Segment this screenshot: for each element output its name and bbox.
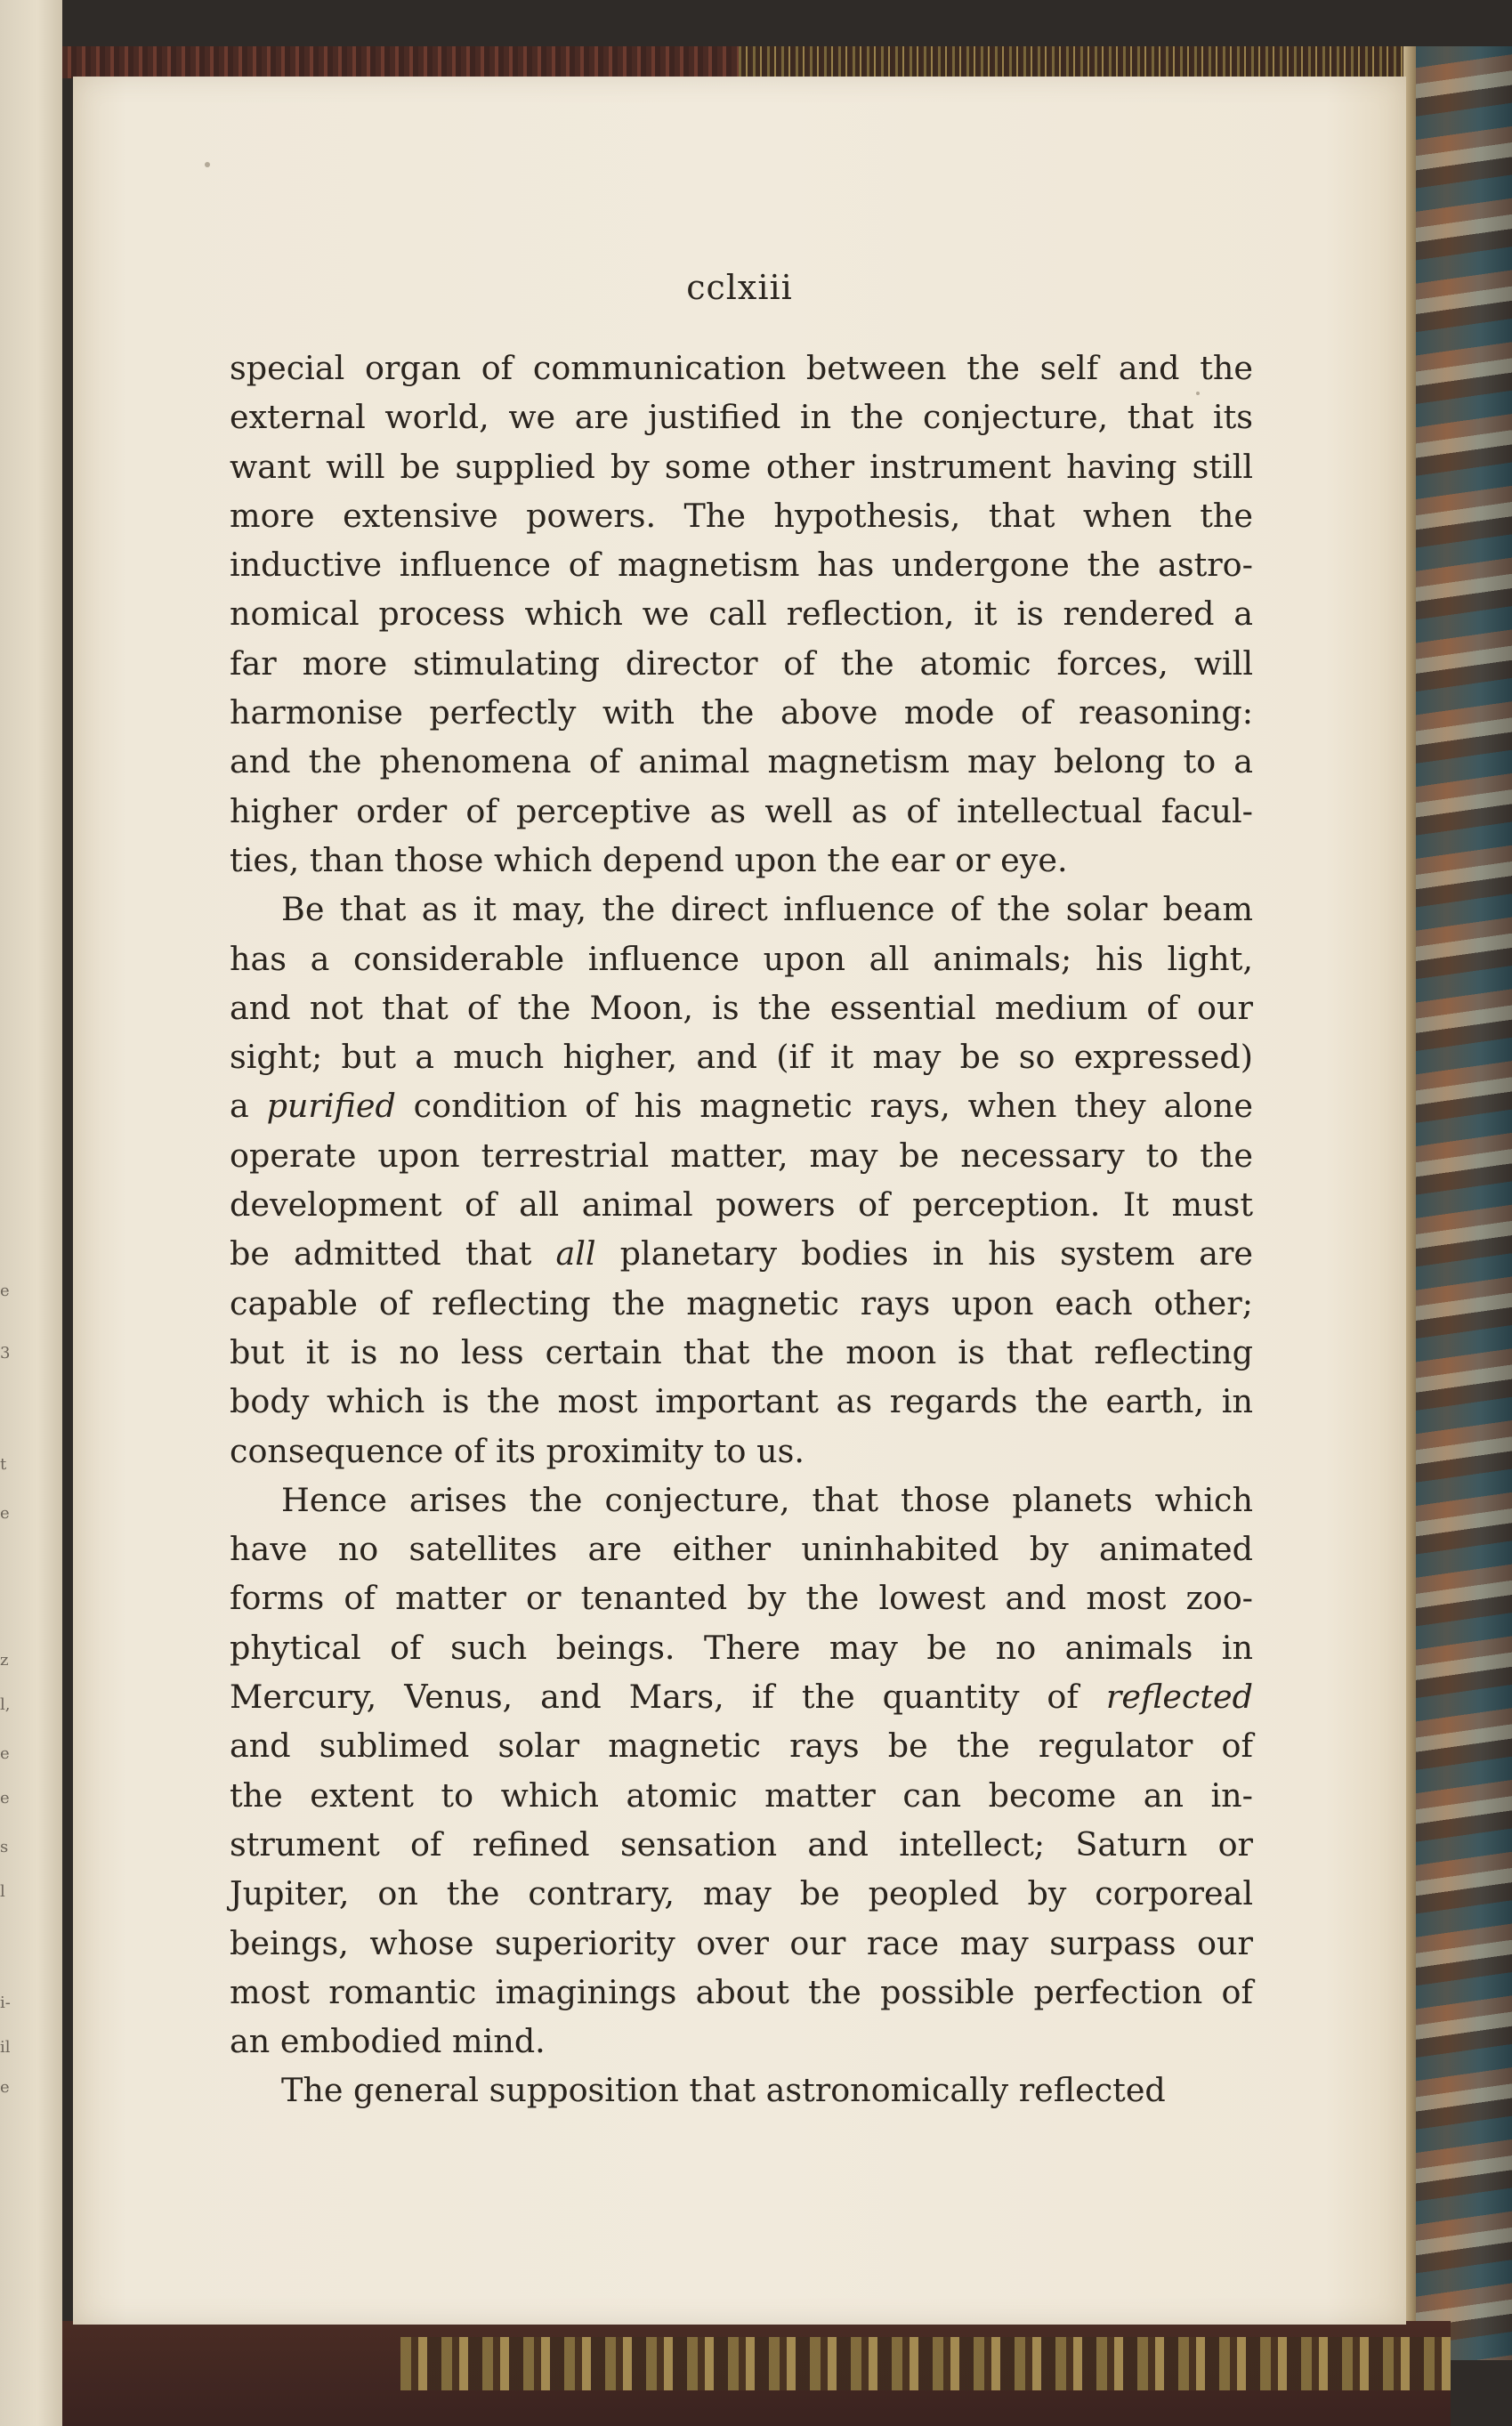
text-line bbox=[230, 1180, 1253, 1229]
text-line bbox=[230, 1919, 1253, 1968]
text-run: nomical process which we call reflection, it is rendered a bbox=[230, 594, 1253, 634]
text-run: consequence of its proximity to us. bbox=[230, 1431, 805, 1470]
adjacent-page-letter: t bbox=[0, 1455, 7, 1474]
text-run: want will be supplied by some other instrument having still bbox=[230, 447, 1253, 486]
text-run: most romantic imaginings about the possible perfection of bbox=[230, 1972, 1253, 2011]
text-line bbox=[230, 1968, 1253, 2017]
text-line bbox=[230, 442, 1253, 491]
binding-top-edge bbox=[62, 46, 1451, 78]
adjacent-page-letter: il bbox=[0, 2038, 11, 2057]
text-run: The general supposition that astronomically reflected bbox=[281, 2071, 1166, 2110]
text-run: an embodied mind. bbox=[230, 2022, 546, 2061]
text-line bbox=[230, 344, 1253, 392]
gilt-edge-bottom bbox=[400, 2337, 1451, 2390]
text-run: strument of refined sensation and intellect; Saturn or bbox=[230, 1824, 1253, 1864]
text-line bbox=[230, 491, 1253, 540]
adjacent-page-letter: e bbox=[0, 1789, 10, 1807]
text-line bbox=[230, 1721, 1253, 1770]
text-line bbox=[230, 1524, 1253, 1573]
text-run: condition of his magnetic rays, when they alone bbox=[395, 1087, 1253, 1126]
text-run: inductive influence of magnetism has undergone the astro- bbox=[230, 546, 1253, 585]
text-run: forms of matter or tenanted by the lowest and most zoo- bbox=[230, 1579, 1253, 1618]
text-run: external world, we are justified in the conjecture, that its bbox=[230, 398, 1253, 437]
adjacent-page-letter: e bbox=[0, 1744, 10, 1763]
text-run: the extent to which atomic matter can become an in- bbox=[230, 1775, 1253, 1815]
gilt-edge-top bbox=[739, 46, 1451, 78]
text-run: more extensive powers. The hypothesis, that when the bbox=[230, 496, 1253, 535]
text-run: and the phenomena of animal magnetism may belong to a bbox=[230, 742, 1253, 781]
text-run: higher order of perceptive as well as of intellectual facul- bbox=[230, 791, 1253, 830]
text-line bbox=[230, 1869, 1253, 1918]
text-line bbox=[230, 392, 1253, 441]
text-line bbox=[230, 1623, 1253, 1672]
binding-bottom-edge bbox=[62, 2321, 1451, 2426]
text-line bbox=[230, 1476, 1253, 1524]
text-line bbox=[230, 1279, 1253, 1328]
text-line bbox=[230, 1820, 1253, 1869]
text-line bbox=[230, 1427, 1253, 1476]
text-line bbox=[230, 540, 1253, 589]
text-run: have no satellites are either uninhabited by animated bbox=[230, 1530, 1253, 1569]
text-run: body which is the most important as regards the earth, in bbox=[230, 1382, 1253, 1421]
text-line bbox=[230, 885, 1253, 934]
adjacent-page-letter: l, bbox=[0, 1695, 11, 1714]
text-line bbox=[230, 2066, 1253, 2115]
adjacent-page-letter: i- bbox=[0, 1993, 11, 2012]
adjacent-page-letter: z bbox=[0, 1651, 9, 1670]
text-run: Jupiter, on the contrary, may be peopled by corporeal bbox=[230, 1874, 1253, 1913]
text-line bbox=[230, 1771, 1253, 1820]
adjacent-page-letter: e bbox=[0, 1504, 10, 1523]
italic-emphasis: purified bbox=[266, 1087, 396, 1126]
text-run: phytical of such beings. There may be no animals in bbox=[230, 1628, 1253, 1667]
text-line bbox=[230, 1672, 1253, 1721]
text-run: harmonise perfectly with the above mode of reasoning: bbox=[230, 693, 1253, 732]
body-text bbox=[230, 344, 1253, 2115]
text-run: sight; but a much higher, and (if it may be so expressed) bbox=[230, 1038, 1253, 1077]
text-run: development of all animal powers of perception. It must bbox=[230, 1185, 1253, 1225]
text-run: capable of reflecting the magnetic rays upon each other; bbox=[230, 1283, 1253, 1322]
text-run: planetary bodies in his system are bbox=[595, 1234, 1254, 1274]
text-run: operate upon terrestrial matter, may be necessary to the bbox=[230, 1136, 1253, 1175]
adjacent-page-letter: e bbox=[0, 1282, 10, 1300]
adjacent-page-letter: e bbox=[0, 2078, 10, 2097]
text-line bbox=[230, 1328, 1253, 1377]
text-line bbox=[230, 639, 1253, 688]
paper-speck bbox=[205, 162, 210, 167]
text-run: beings, whose superiority over our race may surpass our bbox=[230, 1923, 1253, 1962]
text-run: has a considerable influence upon all animals; his light, bbox=[230, 939, 1253, 978]
page-number: cclxiii bbox=[686, 268, 793, 307]
text-line bbox=[230, 836, 1253, 885]
italic-emphasis: all bbox=[555, 1234, 596, 1274]
adjacent-page-letter: s bbox=[0, 1838, 9, 1856]
text-line bbox=[230, 983, 1253, 1032]
adjacent-page-letter: 3 bbox=[0, 1344, 11, 1363]
text-line bbox=[230, 737, 1253, 786]
text-run: and sublimed solar magnetic rays be the regulator of bbox=[230, 1727, 1253, 1766]
text-run: be admitted that bbox=[230, 1234, 556, 1274]
text-line bbox=[230, 2017, 1253, 2066]
adjacent-page-edge bbox=[0, 0, 62, 2426]
text-line bbox=[230, 688, 1253, 737]
text-line bbox=[230, 1377, 1253, 1426]
text-line bbox=[230, 1131, 1253, 1180]
book-page bbox=[73, 77, 1406, 2325]
text-run: Be that as it may, the direct influence of the solar beam bbox=[281, 890, 1253, 929]
paper-speck bbox=[1196, 392, 1200, 395]
text-run: and not that of the Moon, is the essential medium of our bbox=[230, 988, 1253, 1027]
marbled-fore-edge bbox=[1403, 46, 1512, 2360]
text-run: Mercury, Venus, and Mars, if the quantity of bbox=[230, 1678, 1106, 1717]
text-line bbox=[230, 589, 1253, 638]
text-run: a bbox=[230, 1087, 267, 1126]
text-line bbox=[230, 1573, 1253, 1622]
adjacent-page-letter: l bbox=[0, 1882, 5, 1901]
italic-emphasis: reflected bbox=[1105, 1678, 1253, 1717]
text-run: far more stimulating director of the atomic forces, will bbox=[230, 643, 1253, 683]
text-run: ties, than those which depend upon the ear or eye. bbox=[230, 840, 1068, 879]
text-line bbox=[230, 1229, 1253, 1278]
text-run: but it is no less certain that the moon is that reflecting bbox=[230, 1332, 1253, 1371]
text-line bbox=[230, 1081, 1253, 1130]
text-line bbox=[230, 934, 1253, 983]
text-line bbox=[230, 787, 1253, 836]
text-line bbox=[230, 1032, 1253, 1081]
text-run: special organ of communication between the self and the bbox=[230, 349, 1253, 387]
text-run: Hence arises the conjecture, that those planets which bbox=[281, 1480, 1253, 1519]
